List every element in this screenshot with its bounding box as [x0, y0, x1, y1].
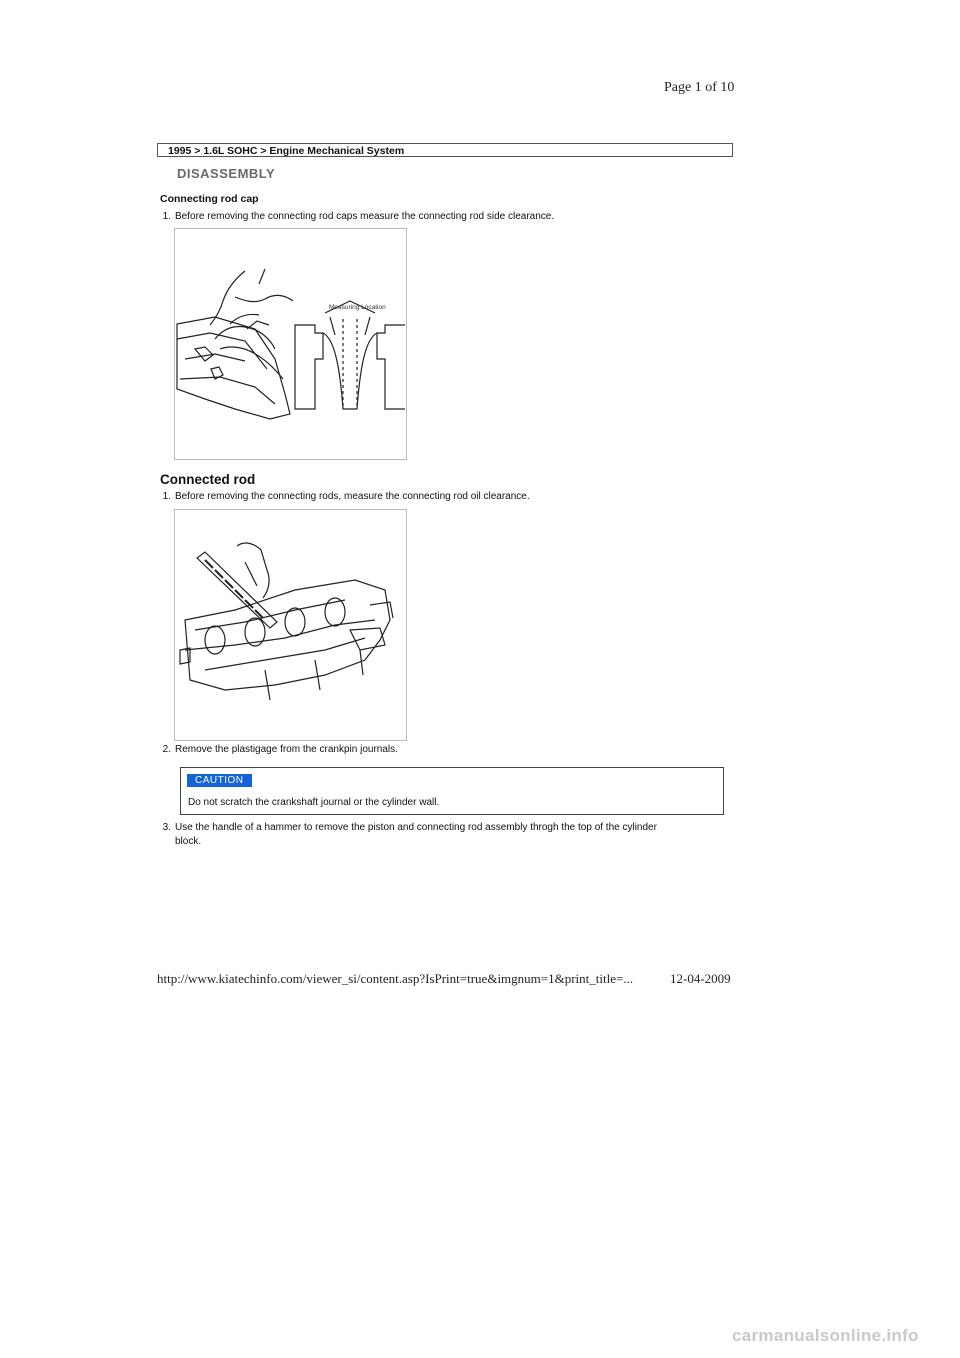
rod-step-3-line2: block. — [175, 836, 202, 847]
cap-step-1-text: Before removing the connecting rod caps measure the connecting rod side clearance. — [175, 211, 555, 222]
footer-url: http://www.kiatechinfo.com/viewer_si/content.asp?IsPrint=true&imgnum=1&print_title=... — [157, 971, 634, 986]
breadcrumb: 1995 > 1.6L SOHC > Engine Mechanical System — [157, 143, 733, 157]
cap-step-1 — [157, 211, 554, 222]
rod-step-1-text: Before removing the connecting rods, measure the connecting rod oil clearance. — [175, 491, 530, 502]
cap-step-1-number: 1. — [162, 211, 171, 222]
rod-step-2 — [157, 744, 398, 755]
caution-box — [180, 767, 724, 815]
measuring-location-label: Measuring Location — [329, 304, 386, 311]
side-clearance-figure — [174, 228, 407, 460]
rod-step-2-text: Remove the plastigage from the crankpin journals. — [175, 744, 398, 755]
connected-rod-heading: Connected rod — [160, 472, 256, 487]
page-number: Page 1 of 10 — [664, 80, 735, 95]
watermark: carmanualsonline.info — [732, 1326, 919, 1345]
caution-text: Do not scratch the crankshaft journal or the cylinder wall. — [188, 797, 440, 808]
oil-clearance-figure — [174, 509, 407, 741]
rod-step-3 — [157, 822, 657, 833]
rod-step-1 — [157, 491, 530, 502]
rod-step-3-text-line1: Use the handle of a hammer to remove the piston and connecting rod assembly throgh the top of the cylinder — [175, 822, 657, 833]
oil-clearance-illustration — [175, 510, 406, 740]
section-title: DISASSEMBLY — [177, 166, 276, 181]
side-clearance-illustration — [175, 229, 406, 459]
rod-step-1-number: 1. — [162, 491, 171, 502]
rod-step-2-number: 2. — [162, 744, 171, 755]
footer-date: 12-04-2009 — [670, 971, 731, 986]
caution-badge: CAUTION — [187, 774, 252, 787]
rod-step-3-number: 3. — [162, 822, 171, 833]
connecting-rod-cap-heading: Connecting rod cap — [160, 193, 259, 205]
